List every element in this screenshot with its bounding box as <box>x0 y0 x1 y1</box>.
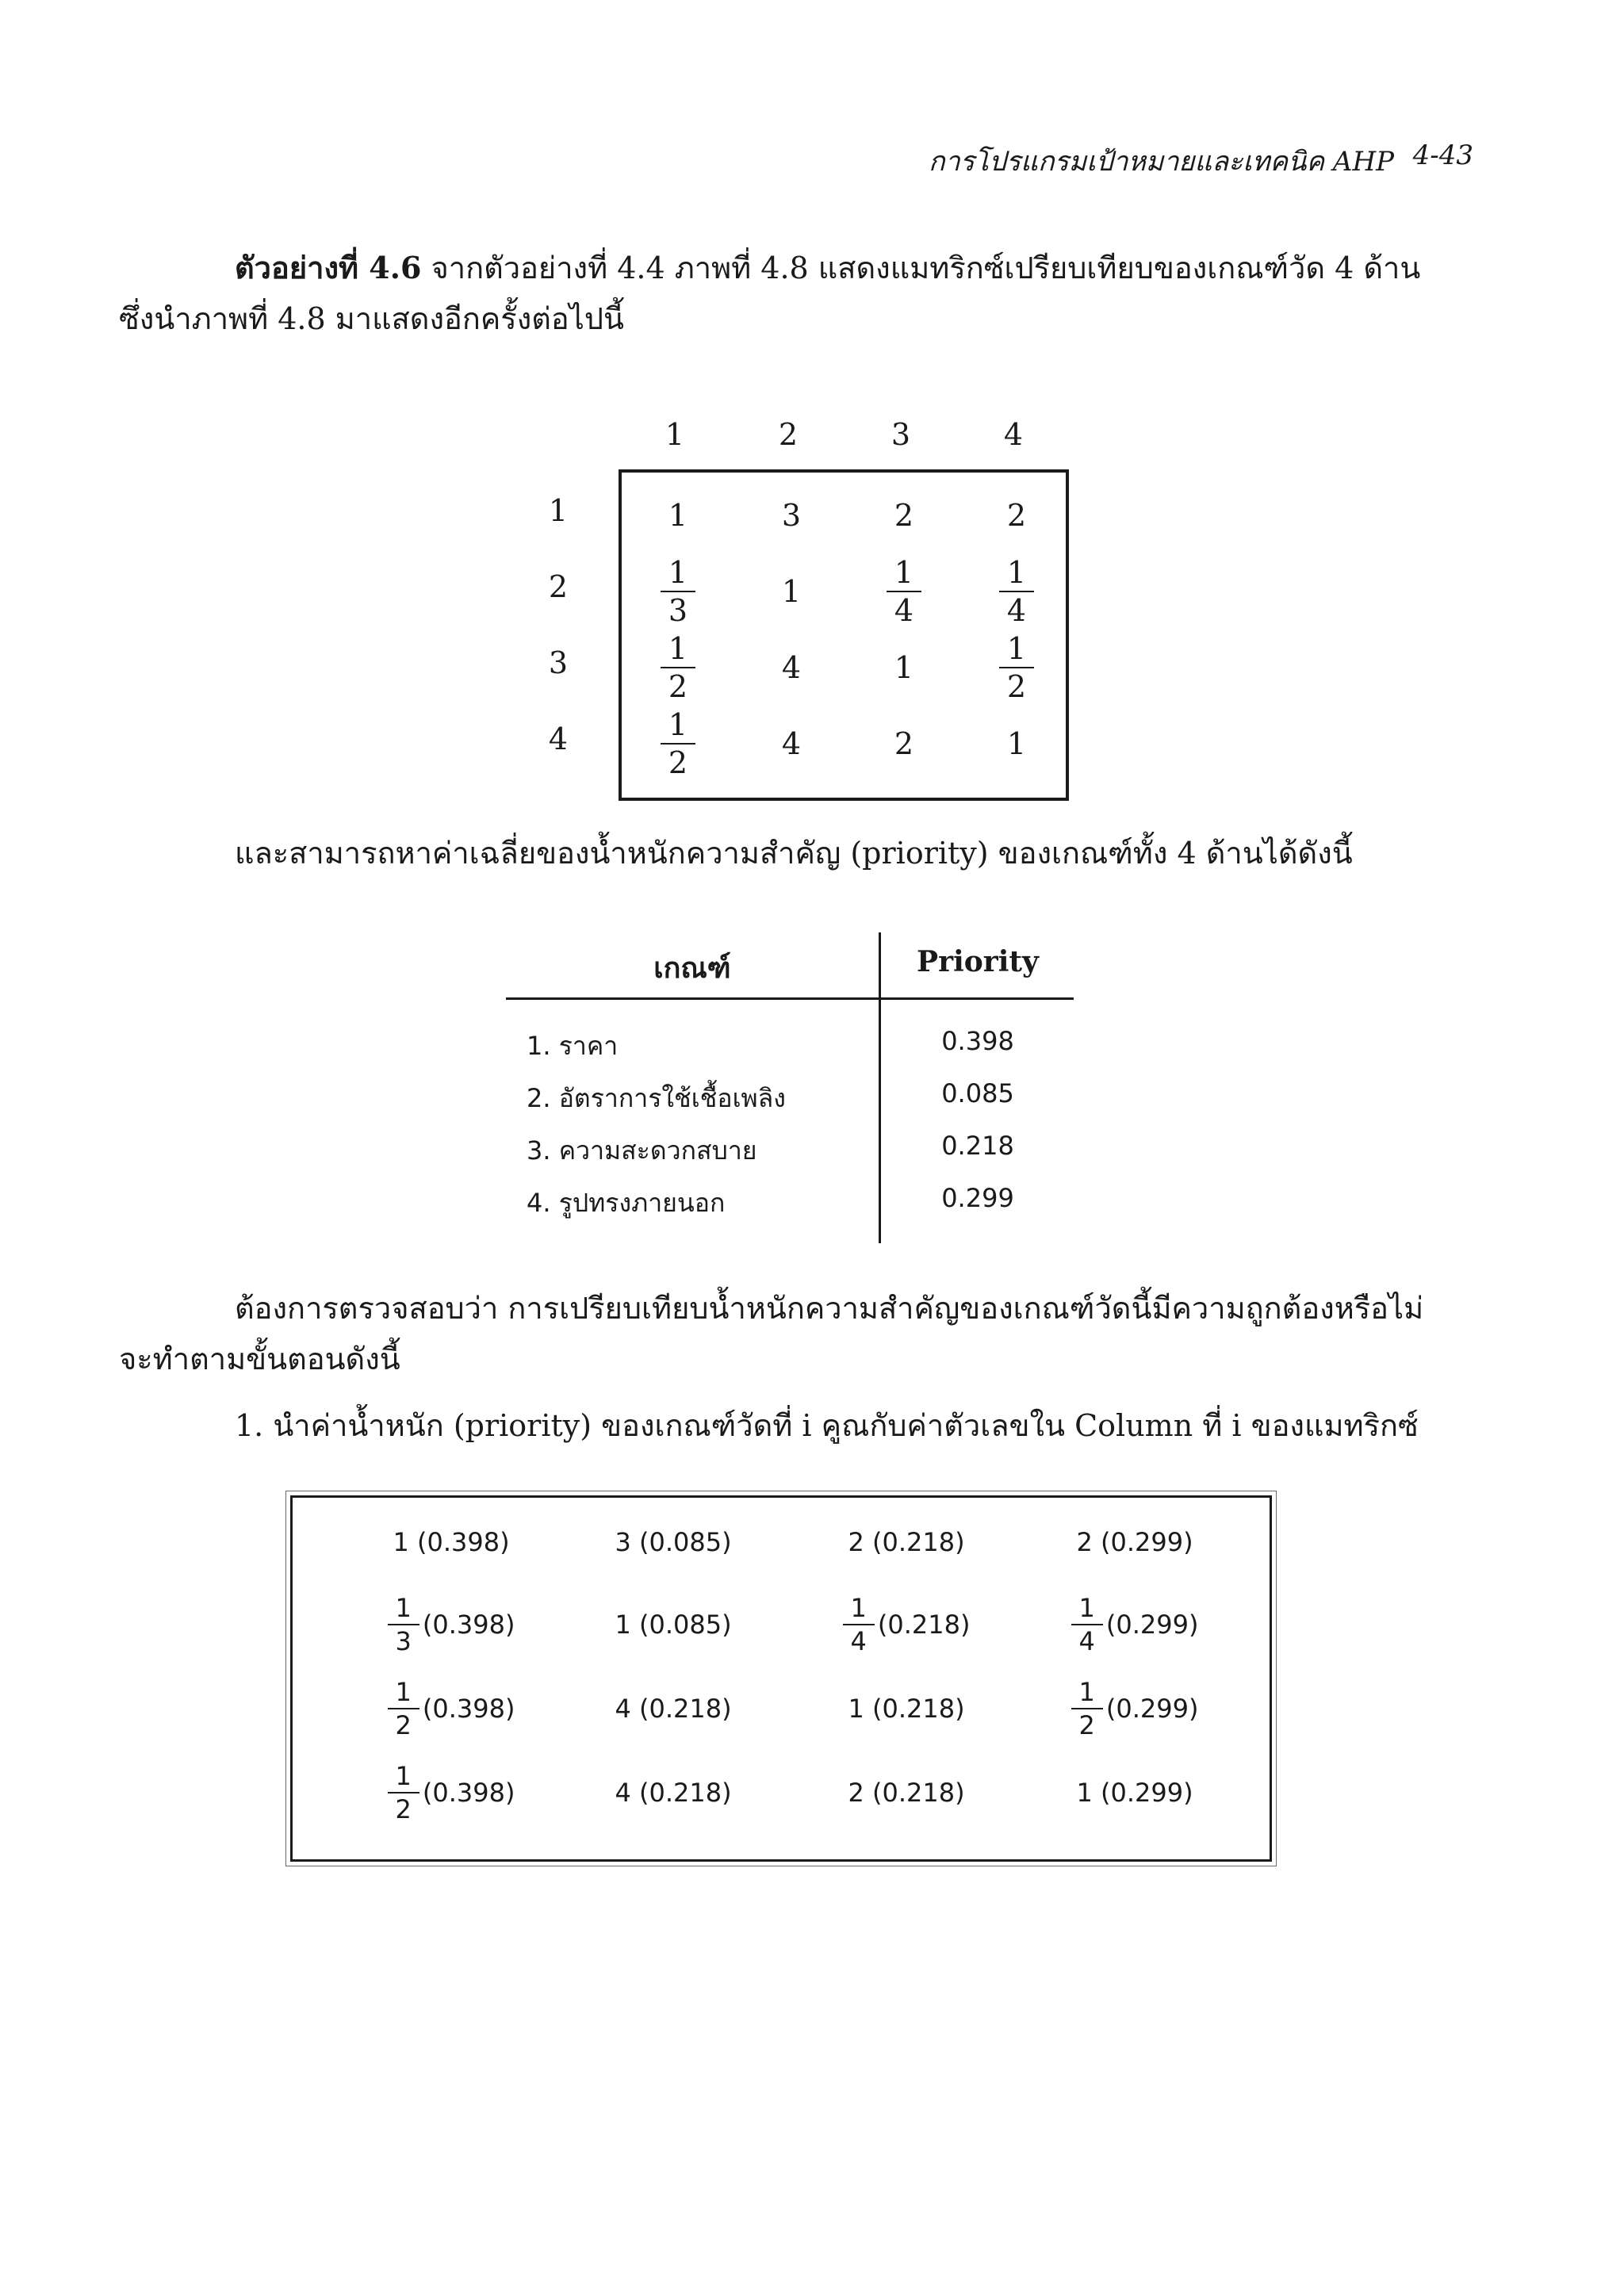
matrix-cell <box>642 706 714 782</box>
priority-intro: และสามารถหาค่าเฉลี่ยของน้ำหนักความสำคัญ (priority) ของเกณฑ์ทั้ง 4 ด้านได้ดังนี้ <box>235 836 1353 871</box>
matrix-cell <box>981 630 1052 706</box>
priority-weight: (0.218) <box>871 1694 965 1724</box>
cell-value: 4 <box>615 1694 639 1724</box>
matrix-cell <box>868 553 940 630</box>
matrix-cell <box>981 553 1052 630</box>
fraction <box>388 1595 419 1654</box>
priority-weight: (0.398) <box>422 1694 515 1724</box>
fraction-denominator: 3 <box>395 1626 412 1656</box>
fraction <box>999 557 1034 626</box>
priority-cell: 0.398 <box>941 1026 1014 1056</box>
weighted-cell <box>340 1500 562 1584</box>
matrix-col-label: 3 <box>891 417 911 452</box>
weighted-matrix <box>290 1495 1272 1862</box>
priority-weight: (0.299) <box>1100 1527 1193 1557</box>
table-header-rule <box>506 997 1074 1000</box>
table-row <box>506 1069 1077 1121</box>
fraction-numerator: 1 <box>843 1595 875 1625</box>
priority-weight: (0.299) <box>1105 1694 1199 1724</box>
matrix-row-label: 2 <box>548 569 569 604</box>
criteria-cell: 2. อัตราการใช้เชื้อเพลิง <box>527 1083 786 1113</box>
fraction <box>999 631 1034 704</box>
cell-value: 2 <box>848 1778 872 1808</box>
fraction-numerator: 1 <box>999 634 1034 668</box>
weighted-cell <box>1024 1583 1246 1667</box>
matrix-cell: 2 <box>894 726 914 761</box>
cell-value: 1 <box>393 1527 417 1557</box>
table-row <box>506 1016 1077 1069</box>
fraction-numerator: 1 <box>388 1679 419 1709</box>
criteria-cell: 3. ความสะดวกสบาย <box>527 1135 757 1166</box>
fraction-numerator: 1 <box>388 1763 419 1793</box>
criteria-cell: 1. ราคา <box>527 1031 619 1061</box>
fraction-denominator: 2 <box>1006 669 1027 704</box>
step1-text: 1. นำค่าน้ำหนัก (priority) ของเกณฑ์วัดที่ i คูณกับค่าตัวเลขใน Column ที่ i ของแมทริกซ์ <box>235 1408 1419 1443</box>
table-row <box>506 1173 1077 1226</box>
priority-weight: (0.218) <box>877 1610 971 1640</box>
weighted-cell <box>562 1583 784 1667</box>
fraction <box>661 631 695 704</box>
priority-weight: (0.218) <box>871 1527 965 1557</box>
matrix-cell: 3 <box>781 498 802 533</box>
priority-weight: (0.299) <box>1100 1778 1193 1808</box>
weighted-cell <box>1024 1500 1246 1584</box>
fraction-denominator: 2 <box>668 669 688 704</box>
fraction <box>661 707 695 780</box>
fraction-denominator: 4 <box>1078 1626 1095 1656</box>
priority-weight: (0.398) <box>422 1778 515 1808</box>
matrix-row-label: 1 <box>548 493 569 528</box>
example-intro-line1 <box>235 243 1420 293</box>
matrix-cell: 1 <box>894 650 914 685</box>
fraction-denominator: 2 <box>395 1710 412 1740</box>
fraction-denominator: 2 <box>668 745 688 780</box>
fraction-numerator: 1 <box>887 557 921 592</box>
priority-cell: 0.299 <box>941 1183 1014 1213</box>
weighted-cell <box>562 1667 784 1751</box>
fraction-numerator: 1 <box>1071 1595 1103 1625</box>
matrix-cell: 1 <box>1006 726 1027 761</box>
header-priority: Priority <box>917 945 1039 978</box>
priority-weight: (0.085) <box>638 1610 732 1640</box>
fraction-denominator: 2 <box>1078 1710 1095 1740</box>
fraction-numerator: 1 <box>661 634 695 668</box>
fraction-numerator: 1 <box>999 557 1034 592</box>
matrix-cell: 2 <box>1006 498 1027 533</box>
check-line2: จะทำตามขั้นตอนดังนี้ <box>119 1342 400 1376</box>
page-number: 4-43 <box>1412 140 1473 171</box>
weighted-cell <box>795 1583 1017 1667</box>
weighted-cell <box>795 1667 1017 1751</box>
fraction-denominator: 4 <box>894 593 914 628</box>
weighted-cell <box>1024 1751 1246 1835</box>
fraction <box>843 1595 875 1654</box>
matrix-cell: 1 <box>781 574 802 609</box>
matrix-row-label: 4 <box>548 722 569 756</box>
weighted-cell <box>795 1500 1017 1584</box>
cell-value: 4 <box>615 1778 639 1808</box>
example-label: ตัวอย่างที่ 4.6 <box>235 250 422 285</box>
fraction <box>1071 1595 1103 1654</box>
cell-value: 1 <box>848 1694 872 1724</box>
priority-cell: 0.085 <box>941 1078 1014 1108</box>
matrix-col-label: 4 <box>1003 417 1024 452</box>
check-line1: ต้องการตรวจสอบว่า การเปรียบเทียบน้ำหนักความสำคัญของเกณฑ์วัดนี้มีความถูกต้องหรือไม่ <box>235 1291 1424 1326</box>
cell-value: 2 <box>848 1527 872 1557</box>
fraction <box>661 557 695 626</box>
weighted-cell <box>1024 1667 1246 1751</box>
priority-weight: (0.299) <box>1105 1610 1199 1640</box>
table-row <box>506 1121 1077 1173</box>
weighted-cell <box>340 1667 562 1751</box>
matrix-cell: 1 <box>668 498 688 533</box>
priority-table <box>506 932 1077 1243</box>
fraction-numerator: 1 <box>661 557 695 592</box>
fraction-denominator: 4 <box>850 1626 867 1656</box>
matrix-cell: 2 <box>894 498 914 533</box>
weighted-cell <box>562 1500 784 1584</box>
priority-weight: (0.398) <box>422 1610 515 1640</box>
comparison-matrix <box>619 469 1069 801</box>
running-header-title: การโปรแกรมเป้าหมายและเทคนิค AHP <box>928 146 1394 178</box>
priority-weight: (0.398) <box>416 1527 510 1557</box>
weighted-cell <box>562 1751 784 1835</box>
fraction <box>388 1679 419 1738</box>
cell-value: 1 <box>1076 1778 1101 1808</box>
criteria-cell: 4. รูปทรงภายนอก <box>527 1188 726 1218</box>
example-intro-text: จากตัวอย่างที่ 4.4 ภาพที่ 4.8 แสดงแมทริกซ์เปรียบเทียบของเกณฑ์วัด 4 ด้าน <box>431 251 1421 285</box>
weighted-cell <box>795 1751 1017 1835</box>
priority-weight: (0.218) <box>871 1778 965 1808</box>
weighted-cell <box>340 1583 562 1667</box>
fraction-denominator: 4 <box>1006 593 1027 628</box>
fraction-numerator: 1 <box>1071 1679 1103 1709</box>
priority-cell: 0.218 <box>941 1131 1014 1161</box>
cell-value: 3 <box>615 1527 639 1557</box>
matrix-cell <box>642 630 714 706</box>
header-criteria: เกณฑ์ <box>653 951 731 985</box>
weighted-cell <box>340 1751 562 1835</box>
matrix-col-label: 2 <box>778 417 799 452</box>
cell-value: 1 <box>615 1610 639 1640</box>
matrix-cell: 4 <box>781 650 802 685</box>
fraction <box>388 1763 419 1822</box>
priority-weight: (0.085) <box>638 1527 732 1557</box>
fraction <box>887 557 921 626</box>
fraction <box>1071 1679 1103 1738</box>
matrix-cell <box>642 553 714 630</box>
cell-value: 2 <box>1076 1527 1101 1557</box>
fraction-denominator: 3 <box>668 593 688 628</box>
matrix-cell: 4 <box>781 726 802 761</box>
fraction-denominator: 2 <box>395 1794 412 1824</box>
priority-weight: (0.218) <box>638 1694 732 1724</box>
fraction-numerator: 1 <box>661 710 695 745</box>
priority-weight: (0.218) <box>638 1778 732 1808</box>
matrix-col-label: 1 <box>665 417 685 452</box>
example-intro-line2: ซึ่งนำภาพที่ 4.8 มาแสดงอีกครั้งต่อไปนี้ <box>119 301 624 336</box>
matrix-row-label: 3 <box>548 645 569 680</box>
fraction-numerator: 1 <box>388 1595 419 1625</box>
